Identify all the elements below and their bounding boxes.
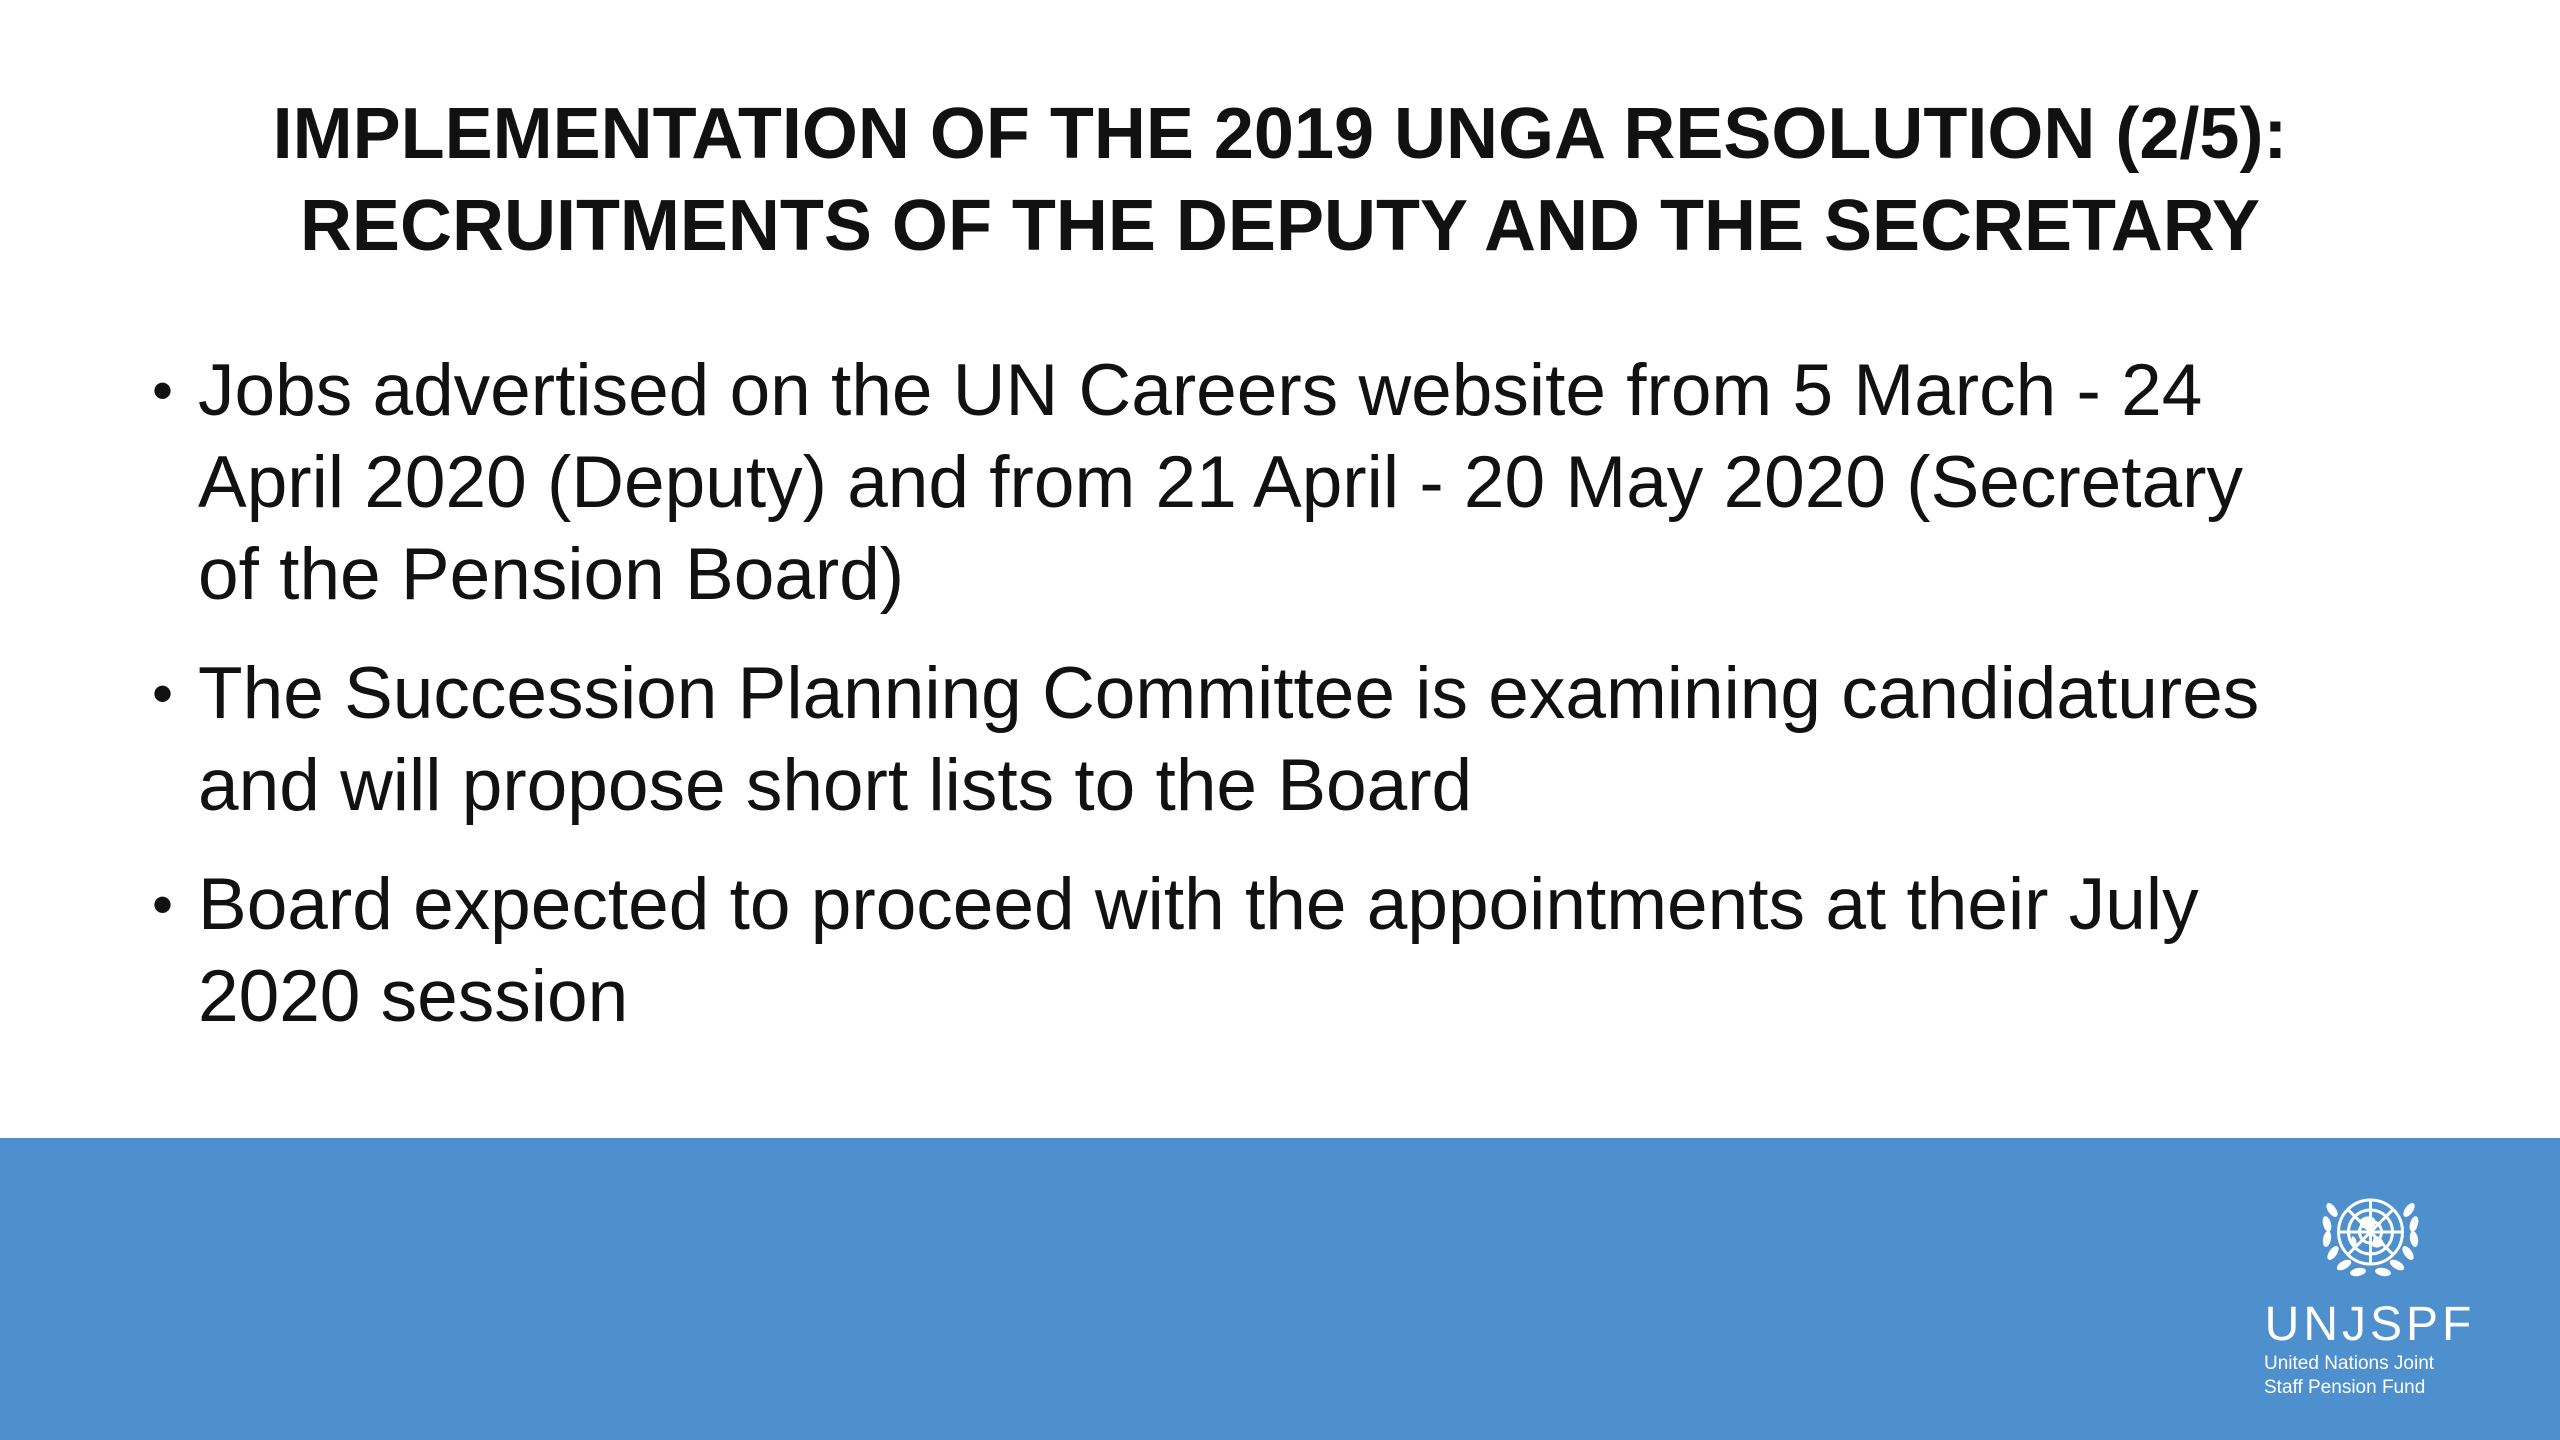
- logo-subtitle-line-2: Staff Pension Fund: [2264, 1377, 2426, 1398]
- bullet-text: The Succession Planning Committee is examining candidatures and will propose short lists to the Board: [198, 653, 2260, 826]
- bullet-text: Board expected to proceed with the appointments at their July 2020 session: [198, 864, 2199, 1037]
- slide-title-line-2: RECRUITMENTS OF THE DEPUTY AND THE SECRETARY: [299, 186, 2261, 266]
- bullet-dot-icon: •: [152, 871, 174, 938]
- slide-title-line-1: IMPLEMENTATION OF THE 2019 UNGA RESOLUTION (2/5):: [272, 94, 2288, 174]
- bullet-text: Jobs advertised on the UN Careers website from 5 March - 24 April 2020 (Deputy) and from 21 April - 20 May 2020 (Secretary of the Pension Board): [198, 350, 2243, 615]
- slide-title: [0, 88, 2560, 272]
- bullet-dot-icon: •: [152, 357, 174, 424]
- un-emblem-icon: [2308, 1180, 2433, 1290]
- bullet-list: [150, 345, 2300, 1070]
- bullet-item: [150, 345, 2300, 621]
- footer-band: [0, 1138, 2560, 1440]
- logo-name: UNJSPF: [2264, 1298, 2476, 1351]
- logo-subtitle-line-1: United Nations Joint: [2264, 1353, 2435, 1374]
- bullet-item: [150, 648, 2300, 832]
- unjspf-logo: [2250, 1180, 2490, 1410]
- bullet-dot-icon: •: [152, 660, 174, 727]
- bullet-item: [150, 859, 2300, 1043]
